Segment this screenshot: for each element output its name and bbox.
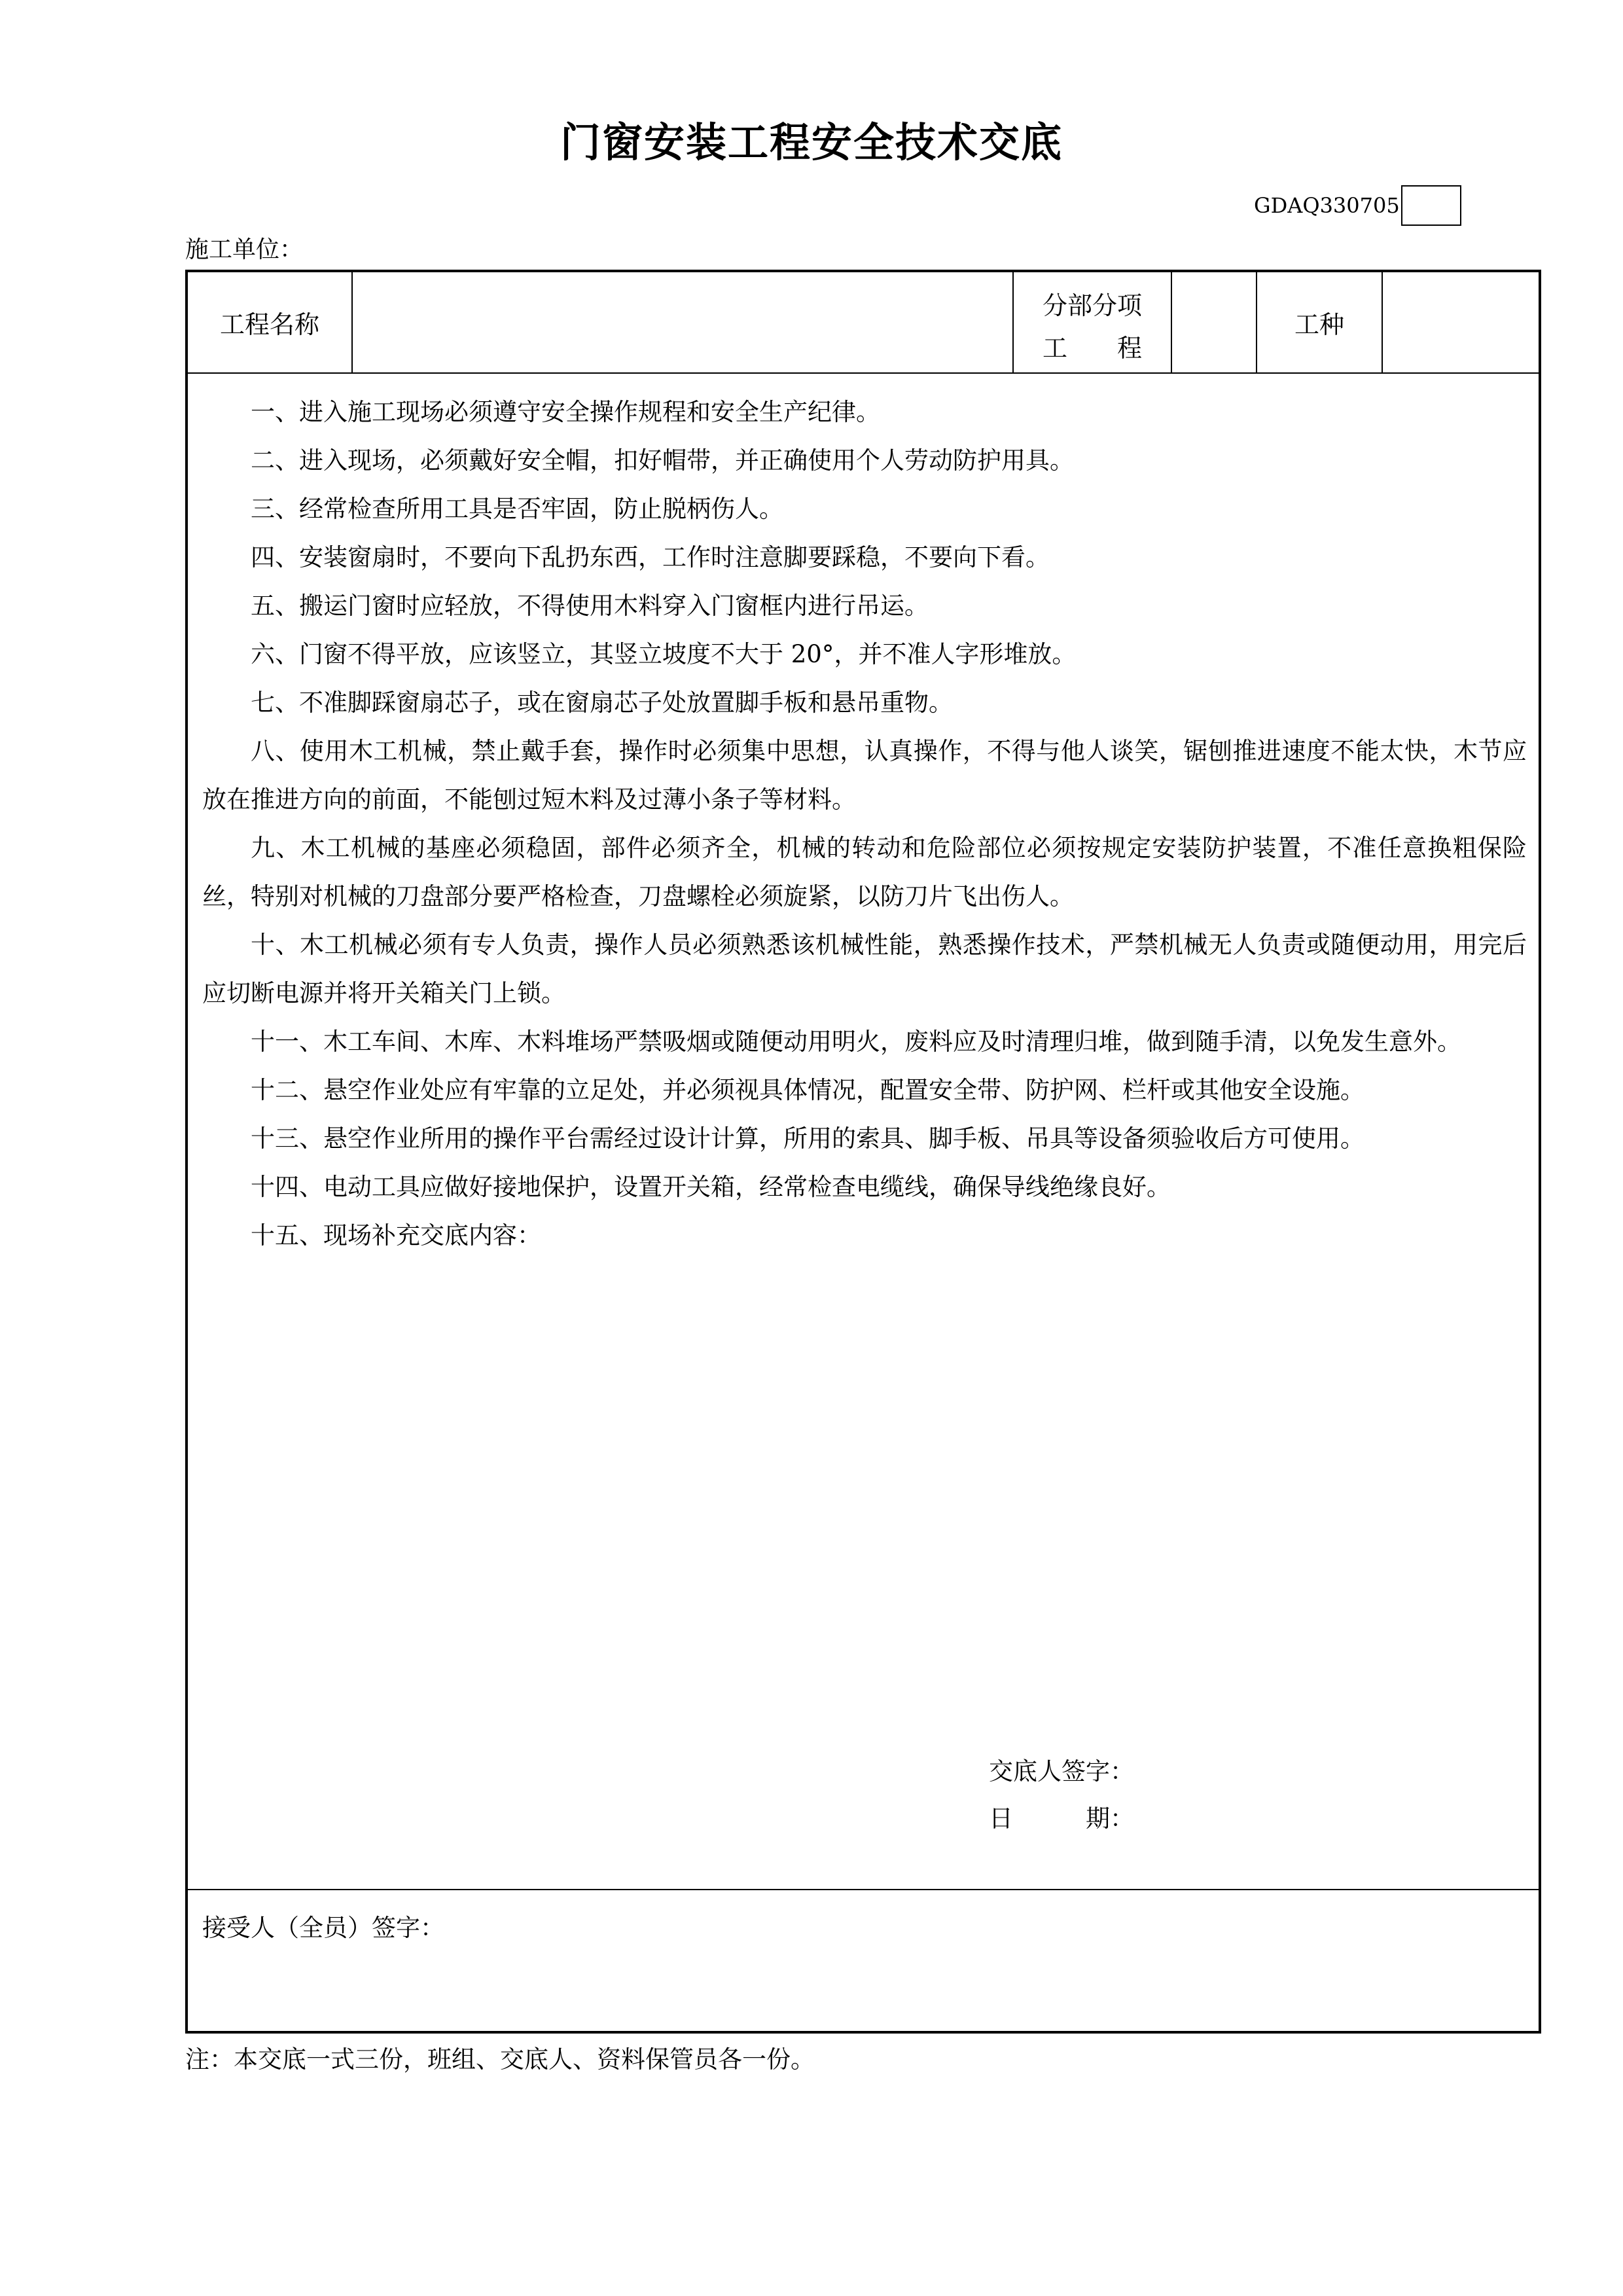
receiver-signature-area[interactable] bbox=[188, 1890, 1539, 2034]
project-name-field[interactable] bbox=[353, 272, 1012, 372]
disclosure-item: 十五、现场补充交底内容： bbox=[251, 1221, 541, 1249]
disclosure-date-label: 日 期： bbox=[989, 1804, 1134, 1833]
sub-project-label-line1: 分部分项 bbox=[1042, 291, 1142, 320]
receiver-signature-label: 接受人（全员）签字： bbox=[202, 1914, 444, 1942]
disclosure-item: 十四、电动工具应做好接地保护，设置开关箱，经常检查电缆线，确保导线绝缘良好。 bbox=[251, 1173, 1171, 1201]
disclosure-item: 十一、木工车间、木库、木料堆场严禁吸烟或随便动用明火，废料应及时清理归堆，做到随手清，以免发生意外。 bbox=[251, 1028, 1461, 1056]
disclosure-item: 八、使用木工机械，禁止戴手套，操作时必须集中思想，认真操作，不得与他人谈笑，锯刨推进速度不能太快，木节应放在推进方向的前面，不能刨过短木料及过薄小条子等材料。 bbox=[202, 737, 1527, 814]
trade-field[interactable] bbox=[1383, 272, 1540, 372]
disclosure-item: 九、木工机械的基座必须稳固，部件必须齐全，机械的转动和危险部位必须按规定安装防护装置，不准任意换粗保险丝，特别对机械的刀盘部分要严格检查，刀盘螺栓必须旋紧，以防刀片飞出伤人。 bbox=[202, 834, 1527, 910]
discloser-signature-label: 交底人签字： bbox=[989, 1757, 1134, 1785]
footnote: 注：本交底一式三份，班组、交底人、资料保管员各一份。 bbox=[185, 2045, 815, 2073]
form-code-text: GDAQ330705 bbox=[1254, 193, 1400, 218]
disclosure-form bbox=[185, 270, 1541, 2034]
form-code-suffix-box[interactable] bbox=[1401, 185, 1461, 226]
project-name-label: 工程名称 bbox=[219, 310, 319, 339]
trade-label: 工种 bbox=[1294, 310, 1344, 339]
disclosure-item: 十二、悬空作业处应有牢靠的立足处，并必须视具体情况，配置安全带、防护网、栏杆或其他安全设施。 bbox=[251, 1076, 1364, 1104]
disclosure-item: 十三、悬空作业所用的操作平台需经过设计计算，所用的索具、脚手板、吊具等设备须验收后方可使用。 bbox=[251, 1124, 1364, 1153]
disclosure-item: 三、经常检查所用工具是否牢固，防止脱柄伤人。 bbox=[251, 495, 783, 523]
disclosure-item: 十、木工机械必须有专人负责，操作人员必须熟悉该机械性能，熟悉操作技术，严禁机械无人负责或随便动用，用完后应切断电源并将开关箱关门上锁。 bbox=[202, 931, 1527, 1007]
form-code bbox=[1254, 185, 1461, 226]
page-title: 门窗安装工程安全技术交底 bbox=[560, 118, 1063, 166]
disclosure-item: 一、进入施工现场必须遵守安全操作规程和安全生产纪律。 bbox=[251, 398, 880, 426]
disclosure-item: 七、不准脚踩窗扇芯子，或在窗扇芯子处放置脚手板和悬吊重物。 bbox=[251, 689, 953, 717]
construction-unit-label: 施工单位： bbox=[185, 236, 304, 263]
disclosure-item: 二、进入现场，必须戴好安全帽，扣好帽带，并正确使用个人劳动防护用具。 bbox=[251, 446, 1074, 475]
disclosure-item: 六、门窗不得平放，应该竖立，其竖立坡度不大于 20°，并不准人字形堆放。 bbox=[251, 640, 1077, 668]
disclosure-item: 五、搬运门窗时应轻放，不得使用木料穿入门窗框内进行吊运。 bbox=[251, 592, 929, 620]
disclosure-item: 四、安装窗扇时，不要向下乱扔东西，工作时注意脚要踩稳，不要向下看。 bbox=[251, 543, 1050, 571]
sub-project-label-line2: 工 程 bbox=[1042, 334, 1142, 363]
sub-project-label bbox=[1014, 272, 1171, 372]
disclosure-content bbox=[188, 374, 1539, 1890]
form-header-row bbox=[188, 272, 1539, 374]
